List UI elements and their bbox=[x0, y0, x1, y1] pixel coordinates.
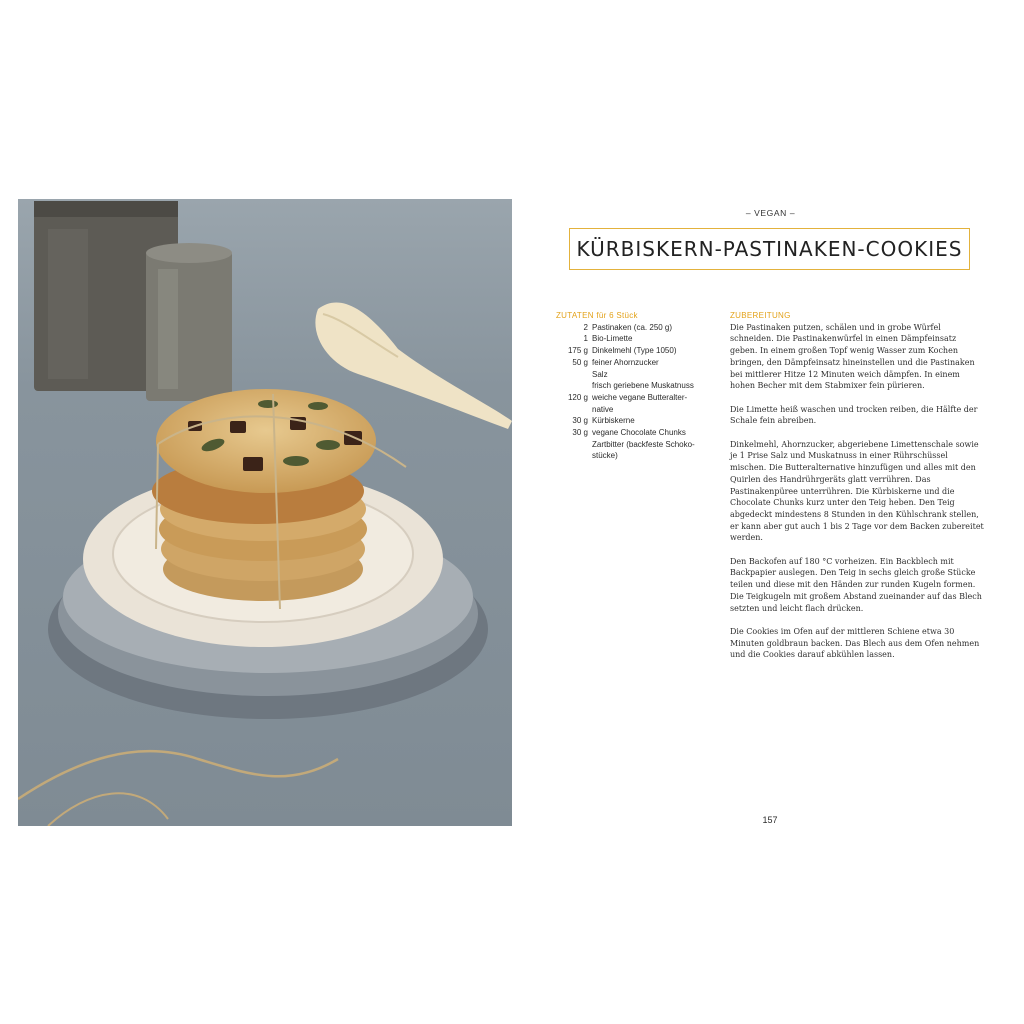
ingredient-item: Kürbiskerne bbox=[592, 416, 635, 426]
ingredient-amount bbox=[556, 450, 592, 462]
ingredient-row bbox=[556, 450, 716, 462]
ingredient-item: stücke) bbox=[592, 451, 618, 461]
ingredients-section bbox=[556, 310, 716, 462]
preparation-paragraph: Die Cookies im Ofen auf der mittleren Schiene etwa 30 Minuten goldbraun backen. Das Blech aus dem Ofen nehmen und die Cookies darauf abkühlen lassen. bbox=[730, 626, 980, 660]
preparation-paragraph: Den Backofen auf 180 °C vorheizen. Ein Backblech mit Backpapier auslegen. Den Teig in sechs gleich große Stücke teilen und diese mit den Händen zur runden Kugeln formen. Die Teigkugeln mit großem Abstand zueinander auf das Blech setzten und leicht flach drücken. bbox=[730, 556, 982, 613]
ingredients-heading: ZUTATEN für 6 Stück bbox=[556, 311, 638, 320]
ingredient-amount: 50 g bbox=[572, 357, 588, 367]
preparation-paragraph: Die Limette heiß waschen und trocken reiben, die Hälfte der Schale fein abreiben. bbox=[730, 404, 978, 426]
ingredient-item: Salz bbox=[592, 369, 608, 379]
ingredient-row bbox=[556, 415, 716, 427]
ingredient-row bbox=[556, 439, 716, 451]
preparation-section bbox=[730, 310, 986, 673]
ingredient-item: Dinkelmehl (Type 1050) bbox=[592, 346, 677, 356]
ingredient-item: feiner Ahornzucker bbox=[592, 357, 659, 367]
ingredient-amount: 30 g bbox=[572, 428, 588, 438]
ingredient-row bbox=[556, 380, 716, 392]
ingredient-amount: 120 g bbox=[567, 392, 588, 402]
ingredient-amount: 175 g bbox=[567, 346, 588, 356]
ingredient-row bbox=[556, 392, 716, 404]
ingredient-amount: 1 bbox=[583, 334, 588, 344]
ingredient-amount: 2 bbox=[583, 322, 588, 332]
recipe-title: KÜRBISKERN-PASTINAKEN-COOKIES bbox=[576, 237, 963, 261]
tin-canister-small bbox=[146, 243, 232, 401]
ingredient-row bbox=[556, 369, 716, 381]
ingredient-row bbox=[556, 345, 716, 357]
category-label: – VEGAN – bbox=[745, 208, 796, 218]
ingredient-amount bbox=[556, 404, 592, 416]
ingredient-amount: 30 g bbox=[572, 416, 588, 426]
ingredient-item: vegane Chocolate Chunks bbox=[592, 428, 686, 438]
ingredient-item: Bio-Limette bbox=[592, 334, 633, 344]
page-number: 157 bbox=[762, 815, 778, 825]
ingredient-row bbox=[556, 404, 716, 416]
ingredient-item: frisch geriebene Muskatnuss bbox=[592, 381, 694, 391]
ingredient-row bbox=[556, 333, 716, 345]
recipe-photo bbox=[18, 199, 512, 826]
ingredient-item: native bbox=[592, 404, 614, 414]
ingredient-row bbox=[556, 322, 716, 334]
ingredient-item: weiche vegane Butteralter- bbox=[592, 392, 688, 402]
ingredient-item: Pastinaken (ca. 250 g) bbox=[592, 322, 673, 332]
ingredient-row bbox=[556, 427, 716, 439]
recipe-title-box bbox=[569, 228, 970, 270]
preparation-paragraph: Die Pastinaken putzen, schälen und in grobe Würfel schneiden. Die Pastinakenwürfel in einen Dämpfeinsatz geben. In einem großen Topf wenig Wasser zum Kochen bringen, den Dämpfeinsatz hineinstellen und die Pastinaken bei mittlerer Hitze 12 Minuten weich dämpfen. In einem hohen Becher mit dem Stabmixer fein pürieren. bbox=[730, 322, 975, 391]
ingredient-amount bbox=[556, 380, 592, 392]
ingredient-row bbox=[556, 357, 716, 369]
ingredient-amount bbox=[556, 369, 592, 381]
ingredient-amount bbox=[556, 439, 592, 451]
ingredient-item: Zartbitter (backfeste Schoko- bbox=[592, 439, 695, 449]
preparation-heading: ZUBEREITUNG bbox=[730, 311, 791, 320]
preparation-paragraph: Dinkelmehl, Ahornzucker, abgeriebene Limettenschale sowie je 1 Prise Salz und Muskatnuss in einer Rührschüssel mischen. Die Butteralternative hinzufügen und alles mit den Quirlen des Handrührgeräts glatt verrühren. Das Pastinakenpüree unterrühren. Die Kürbiskerne und die Chocolate Chunks kurz unter den Teig heben. Den Teig abgedeckt mindestens 8 Stunden in den Kühlschrank stellen, er kann aber gut auch 1 bis 2 Tage vor dem Backen zubereitet werden. bbox=[730, 439, 984, 543]
